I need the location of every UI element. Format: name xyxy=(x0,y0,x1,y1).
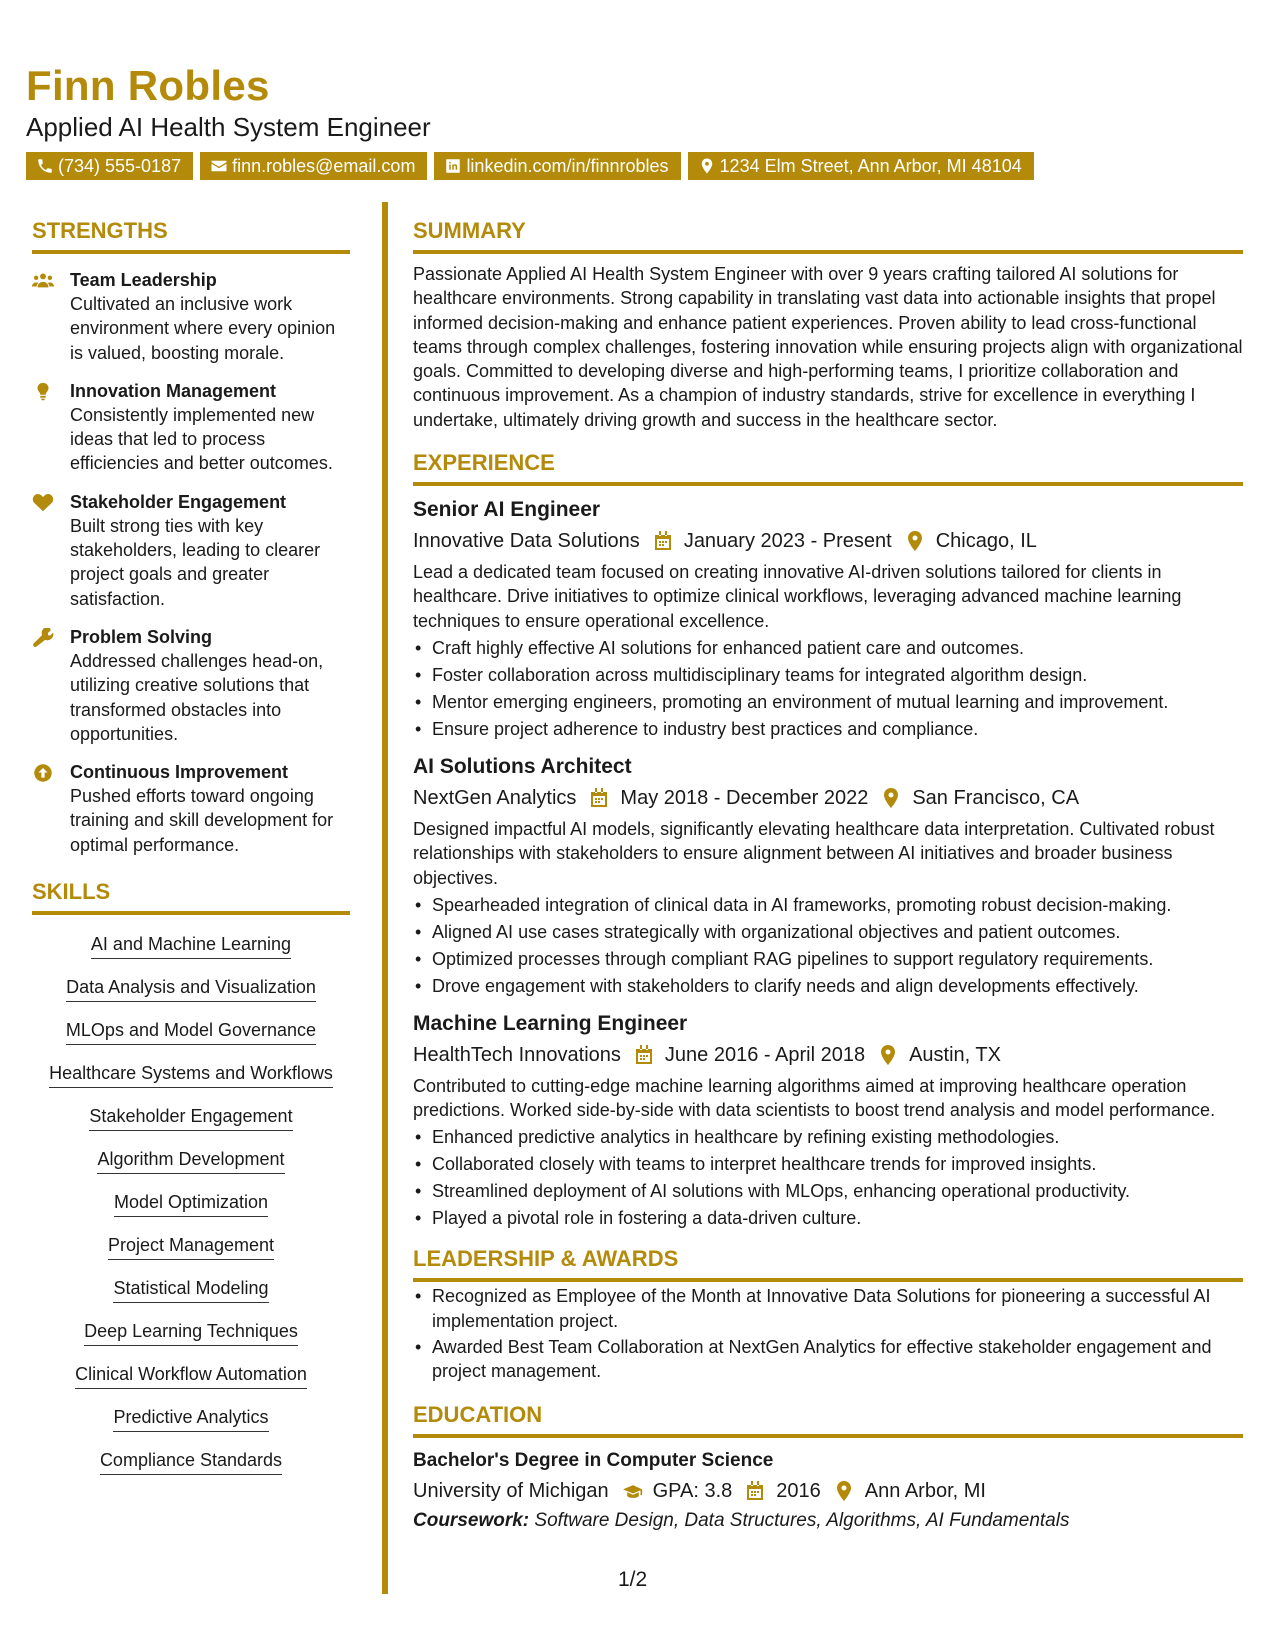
job-bullet: • Optimized processes through compliant RAG pipelines to support regulatory requirements. xyxy=(413,946,1243,973)
wrench-icon xyxy=(32,628,56,648)
strength-desc: Pushed efforts toward ongoing training and skill development for optimal performance. xyxy=(70,786,334,855)
job-company: Innovative Data Solutions xyxy=(413,530,640,553)
awards-heading: LEADERSHIP & AWARDS xyxy=(413,1246,1243,1282)
job-bullet: • Collaborated closely with teams to interpret healthcare trends for improved insights. xyxy=(413,1151,1243,1178)
job-title: Senior AI Engineer xyxy=(413,498,601,522)
envelope-icon xyxy=(210,157,228,175)
skill-item: Data Analysis and Visualization xyxy=(66,976,316,1002)
skill-item: MLOps and Model Governance xyxy=(66,1019,316,1045)
summary-text: Passionate Applied AI Health System Engineer with over 9 years crafting tailored AI solutions for healthcare environments. Strong capability in translating vast data into actionable insights that propel informed decision-making and enhance patient experiences. Proven ability to lead cross-functional teams through complex challenges, fostering innovation while ensuring projects align with organizational goals. Committed to developing diverse and high-performing teams, I prioritize collaboration and continuous improvement. As a champion of industry standards, strive for excellence in everything I undertake, ultimately driving growth and success in the healthcare sector. xyxy=(413,264,1243,430)
job-title: Machine Learning Engineer xyxy=(413,1011,688,1035)
job-bullet: • Aligned AI use cases strategically with organizational objectives and patient outcomes. xyxy=(413,919,1243,946)
contact-linkedin[interactable] xyxy=(434,152,680,180)
right-column xyxy=(413,218,1243,1532)
job-entry xyxy=(413,1010,1243,1233)
contact-email[interactable] xyxy=(200,152,427,180)
job-entry xyxy=(413,496,1243,743)
strength-title: Continuous Improvement xyxy=(70,762,289,783)
skills-list xyxy=(32,925,350,1475)
graduation-year: 2016 xyxy=(776,1479,821,1502)
education-meta xyxy=(413,1476,1243,1506)
job-bullets xyxy=(413,635,1243,743)
phone-text: (734) 555-0187 xyxy=(58,156,182,176)
strength-desc: Cultivated an inclusive work environment where every opinion is valued, boosting morale. xyxy=(70,294,336,363)
strength-title: Stakeholder Engagement xyxy=(70,491,287,512)
job-bullet: • Played a pivotal role in fostering a data-driven culture. xyxy=(413,1205,1243,1232)
calendar-icon xyxy=(635,1045,655,1065)
contact-phone[interactable] xyxy=(26,152,193,180)
address-text: 1234 Elm Street, Ann Arbor, MI 48104 xyxy=(719,156,1022,176)
job-bullet: • Mentor emerging engineers, promoting an environment of mutual learning and improvement. xyxy=(413,689,1243,716)
skill-item: Algorithm Development xyxy=(97,1148,284,1174)
job-location: Chicago, IL xyxy=(935,530,1037,553)
map-pin-icon xyxy=(906,531,926,551)
strength-item xyxy=(32,379,350,476)
job-entry xyxy=(413,753,1243,1000)
job-description: Lead a dedicated team focused on creating innovative AI-driven solutions tailored for clients in healthcare. Drive initiatives to optimize clinical workflows, leveraging advanced machine learning techniques to ensure operational excellence. xyxy=(413,562,1182,631)
strength-item xyxy=(32,490,350,611)
strength-item xyxy=(32,625,350,746)
contact-bar xyxy=(26,152,1034,180)
coursework xyxy=(413,1510,1243,1532)
strengths-heading: STRENGTHS xyxy=(32,218,350,254)
map-pin-icon xyxy=(835,1481,855,1501)
candidate-name: Finn Robles xyxy=(26,62,270,109)
job-meta xyxy=(413,1040,1243,1070)
linkedin-text: linkedin.com/in/finnrobles xyxy=(466,156,669,176)
skill-item: Statistical Modeling xyxy=(113,1277,268,1303)
skill-item: Deep Learning Techniques xyxy=(84,1320,298,1346)
calendar-icon xyxy=(654,531,674,551)
award-item: • Recognized as Employee of the Month at Innovative Data Solutions for pioneering a successful AI implementation project. xyxy=(413,1284,1243,1333)
strength-title: Innovation Management xyxy=(70,380,277,401)
job-location: Austin, TX xyxy=(909,1043,1001,1066)
school-name: University of Michigan xyxy=(413,1479,609,1502)
skill-item: Stakeholder Engagement xyxy=(89,1105,292,1131)
job-company: HealthTech Innovations xyxy=(413,1043,621,1066)
lightbulb-icon xyxy=(32,382,56,402)
school-location: Ann Arbor, MI xyxy=(864,1479,986,1502)
job-bullet: • Streamlined deployment of AI solutions with MLOps, enhancing operational productivity. xyxy=(413,1178,1243,1205)
job-bullet: • Enhanced predictive analytics in healthcare by refining existing methodologies. xyxy=(413,1124,1243,1151)
strength-title: Team Leadership xyxy=(70,270,217,290)
strength-desc: Consistently implemented new ideas that led to process efficiencies and better outcomes. xyxy=(70,404,333,474)
skill-item: Healthcare Systems and Workflows xyxy=(49,1062,333,1088)
skill-item: Model Optimization xyxy=(114,1191,268,1217)
job-bullet: • Spearheaded integration of clinical data in AI frameworks, promoting robust decision-making. xyxy=(413,892,1243,919)
job-bullet: • Drove engagement with stakeholders to clarify needs and align developments effectively. xyxy=(413,973,1243,1000)
job-description: Designed impactful AI models, significantly elevating healthcare data interpretation. Cultivated robust relationships with stakeholders to ensure alignment between AI initiatives and broader business objectives. xyxy=(413,818,1215,888)
job-meta xyxy=(413,526,1243,556)
summary-heading: SUMMARY xyxy=(413,218,1243,254)
job-bullet: • Ensure project adherence to industry best practices and compliance. xyxy=(413,716,1243,743)
contact-address[interactable] xyxy=(688,152,1034,180)
email-text: finn.robles@email.com xyxy=(232,156,416,176)
heart-icon xyxy=(32,493,56,513)
job-company: NextGen Analytics xyxy=(413,786,577,809)
awards-list xyxy=(413,1284,1243,1383)
page-number: 1/2 xyxy=(618,1568,648,1591)
education-heading: EDUCATION xyxy=(413,1402,1243,1438)
job-title: AI Solutions Architect xyxy=(413,754,632,778)
coursework-text: Software Design, Data Structures, Algorithms, AI Fundamentals xyxy=(534,1509,1070,1531)
arrow-up-circle-icon xyxy=(32,763,56,783)
phone-icon xyxy=(36,157,54,175)
job-bullet: • Craft highly effective AI solutions for enhanced patient care and outcomes. xyxy=(413,635,1243,662)
skill-item: AI and Machine Learning xyxy=(91,933,291,959)
strengths-list xyxy=(32,268,350,857)
strength-item xyxy=(32,268,350,365)
strength-desc: Addressed challenges head-on, utilizing creative solutions that transformed obstacles into opportunities. xyxy=(70,650,324,744)
map-pin-icon xyxy=(698,157,716,175)
experience-heading: EXPERIENCE xyxy=(413,450,1243,486)
job-dates: June 2016 - April 2018 xyxy=(664,1043,866,1066)
candidate-title: Applied AI Health System Engineer xyxy=(26,112,431,142)
job-location: San Francisco, CA xyxy=(912,786,1080,809)
job-dates: January 2023 - Present xyxy=(683,530,892,553)
job-dates: May 2018 - December 2022 xyxy=(620,786,869,809)
skill-item: Project Management xyxy=(108,1234,274,1260)
skill-item: Predictive Analytics xyxy=(113,1406,268,1432)
calendar-icon xyxy=(590,788,610,808)
linkedin-icon xyxy=(444,157,462,175)
left-column xyxy=(32,218,350,1475)
education-entry xyxy=(413,1448,1243,1532)
degree-title: Bachelor's Degree in Computer Science xyxy=(413,1449,774,1471)
strength-desc: Built strong ties with key stakeholders, leading to clearer project goals and greater satisfaction. xyxy=(70,515,321,609)
users-icon xyxy=(32,271,56,291)
job-bullets xyxy=(413,892,1243,1000)
strength-item xyxy=(32,760,350,857)
column-divider xyxy=(382,202,388,1594)
graduation-cap-icon xyxy=(623,1481,643,1501)
map-pin-icon xyxy=(882,788,902,808)
job-bullets xyxy=(413,1124,1243,1232)
award-item: • Awarded Best Team Collaboration at NextGen Analytics for effective stakeholder engagement and project management. xyxy=(413,1335,1243,1384)
skills-heading: SKILLS xyxy=(32,879,350,915)
skill-item: Compliance Standards xyxy=(100,1449,282,1475)
job-bullet: • Foster collaboration across multidisciplinary teams for integrated algorithm design. xyxy=(413,662,1243,689)
job-meta xyxy=(413,783,1243,813)
gpa-text: GPA: 3.8 xyxy=(652,1479,733,1502)
calendar-icon xyxy=(746,1481,766,1501)
job-description: Contributed to cutting-edge machine learning algorithms aimed at improving healthcare operation predictions. Worked side-by-side with data scientists to boost trend analysis and model performance. xyxy=(413,1075,1216,1121)
map-pin-icon xyxy=(879,1045,899,1065)
coursework-label: Coursework: xyxy=(413,1509,530,1531)
skill-item: Clinical Workflow Automation xyxy=(75,1363,307,1389)
strength-title: Problem Solving xyxy=(70,626,213,647)
